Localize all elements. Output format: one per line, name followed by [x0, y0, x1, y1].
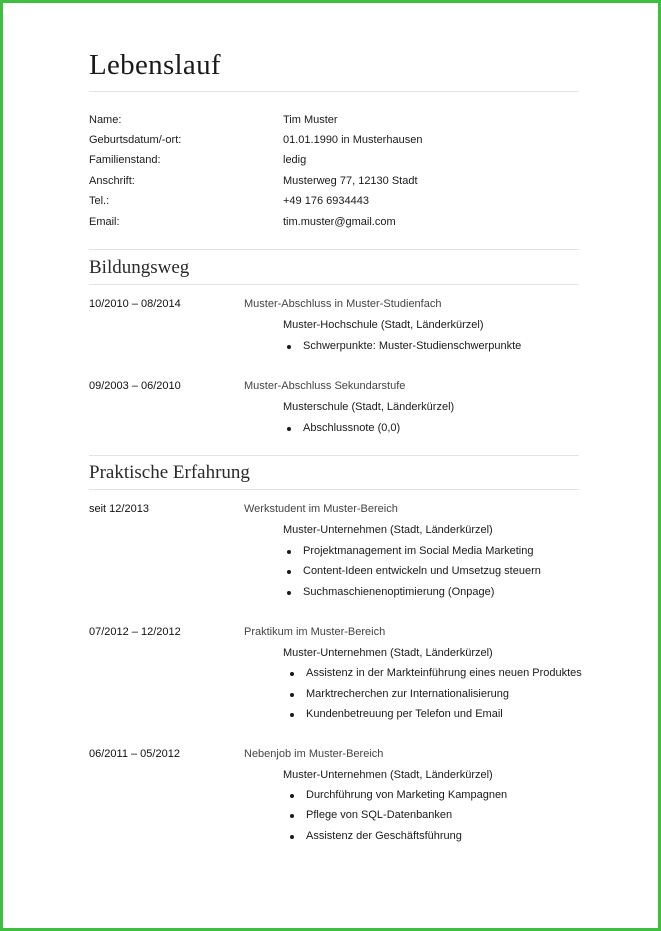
- bullet-icon: [287, 345, 291, 349]
- cv-page: Lebenslauf Name: Tim Muster Geburtsdatum/-ort: 01.01.1990 in Musterhausen Familienstand: ledig Anschrift: Musterweg 77, 12130 Stadt Tel.: +49 176 6934443 Email: tim.muster@gmail.com Bildungsweg 10/2010 – 08/2014 Muster-Abschluss in Muster-Studienfach Muster-Hochschule (Stadt, Länderkürzel) Schwerpunkte: Muster-Studienschwerpunkte 09/2003 – 06/2010 Muster-Abschluss Sekundarstufe Musterschule (Stadt, Länderkürzel) Abschlussnote (0,0) Praktische Erfahrung seit 12/2013 Werkstudent im Muster-Bereich Muster-Unternehmen (Stadt, Länderkürzel) Projektmanagement im Social Media Marketing Content-Ideen entwickeln und Umsetzug steuern Suchmaschienenoptimierung (Onpage) 07/2012 – 12/2012 Praktikum im Muster-Bereich Muster-Unternehmen (Stadt, Länderkürzel) Assistenz in der Markteinführung eines neuen Produktes Marktrecherchen zur Internationalisierung Kundenbetreuung per Telefon und Email 06/2011 – 05/2012 Nebenjob im Muster-Bereich Muster-Unternehmen (Stadt, Länderkürzel) Durchführung von Marketing Kampagnen Pflege von SQL-Datenbanken Assistenz der Geschäftsführung: [89, 49, 582, 842]
- personal-label: Familienstand:: [89, 154, 161, 166]
- bullet-icon: [290, 713, 294, 717]
- bullet-icon: [290, 835, 294, 839]
- personal-value: 01.01.1990 in Musterhausen: [283, 134, 423, 146]
- divider: [89, 455, 579, 456]
- divider: [89, 489, 579, 490]
- entry-role: Werkstudent im Muster-Bereich: [244, 503, 398, 515]
- personal-label: Geburtsdatum/-ort:: [89, 134, 182, 146]
- entry-role: Praktikum im Muster-Bereich: [244, 626, 386, 638]
- entry-role: Muster-Abschluss Sekundarstufe: [244, 380, 406, 392]
- entry-org: Muster-Unternehmen (Stadt, Länderkürzel): [283, 769, 493, 781]
- page-title: Lebenslauf: [89, 49, 221, 81]
- bullet-icon: [287, 570, 291, 574]
- personal-label: Email:: [89, 216, 120, 228]
- personal-label: Name:: [89, 114, 122, 126]
- divider: [89, 91, 579, 92]
- divider: [89, 284, 579, 285]
- bullet-icon: [290, 814, 294, 818]
- section-title-education: Bildungsweg: [89, 257, 190, 278]
- personal-value: tim.muster@gmail.com: [283, 216, 396, 228]
- entry-date: 06/2011 – 05/2012: [89, 748, 180, 760]
- entry-org: Muster-Hochschule (Stadt, Länderkürzel): [283, 319, 484, 331]
- section-title-experience: Praktische Erfahrung: [89, 462, 250, 483]
- bullet-icon: [290, 672, 294, 676]
- divider: [89, 249, 579, 250]
- bullet-icon: [287, 550, 291, 554]
- entry-role: Muster-Abschluss in Muster-Studienfach: [244, 298, 442, 310]
- personal-value: Musterweg 77, 12130 Stadt: [283, 175, 418, 187]
- personal-value: +49 176 6934443: [283, 195, 369, 207]
- entry-date: 10/2010 – 08/2014: [89, 298, 181, 310]
- entry-role: Nebenjob im Muster-Bereich: [244, 748, 384, 760]
- entry-org: Musterschule (Stadt, Länderkürzel): [283, 401, 455, 413]
- personal-label: Tel.:: [89, 195, 110, 207]
- bullet-icon: [287, 591, 291, 595]
- personal-label: Anschrift:: [89, 175, 135, 187]
- bullet-icon: [290, 794, 294, 798]
- entry-date: 07/2012 – 12/2012: [89, 626, 181, 638]
- personal-value: Tim Muster: [283, 114, 338, 126]
- entry-org: Muster-Unternehmen (Stadt, Länderkürzel): [283, 647, 493, 659]
- personal-value: ledig: [283, 154, 307, 166]
- bullet-icon: [290, 693, 294, 697]
- bullet-icon: [287, 427, 291, 431]
- entry-org: Muster-Unternehmen (Stadt, Länderkürzel): [283, 524, 493, 536]
- entry-date: seit 12/2013: [89, 503, 149, 515]
- entry-date: 09/2003 – 06/2010: [89, 380, 181, 392]
